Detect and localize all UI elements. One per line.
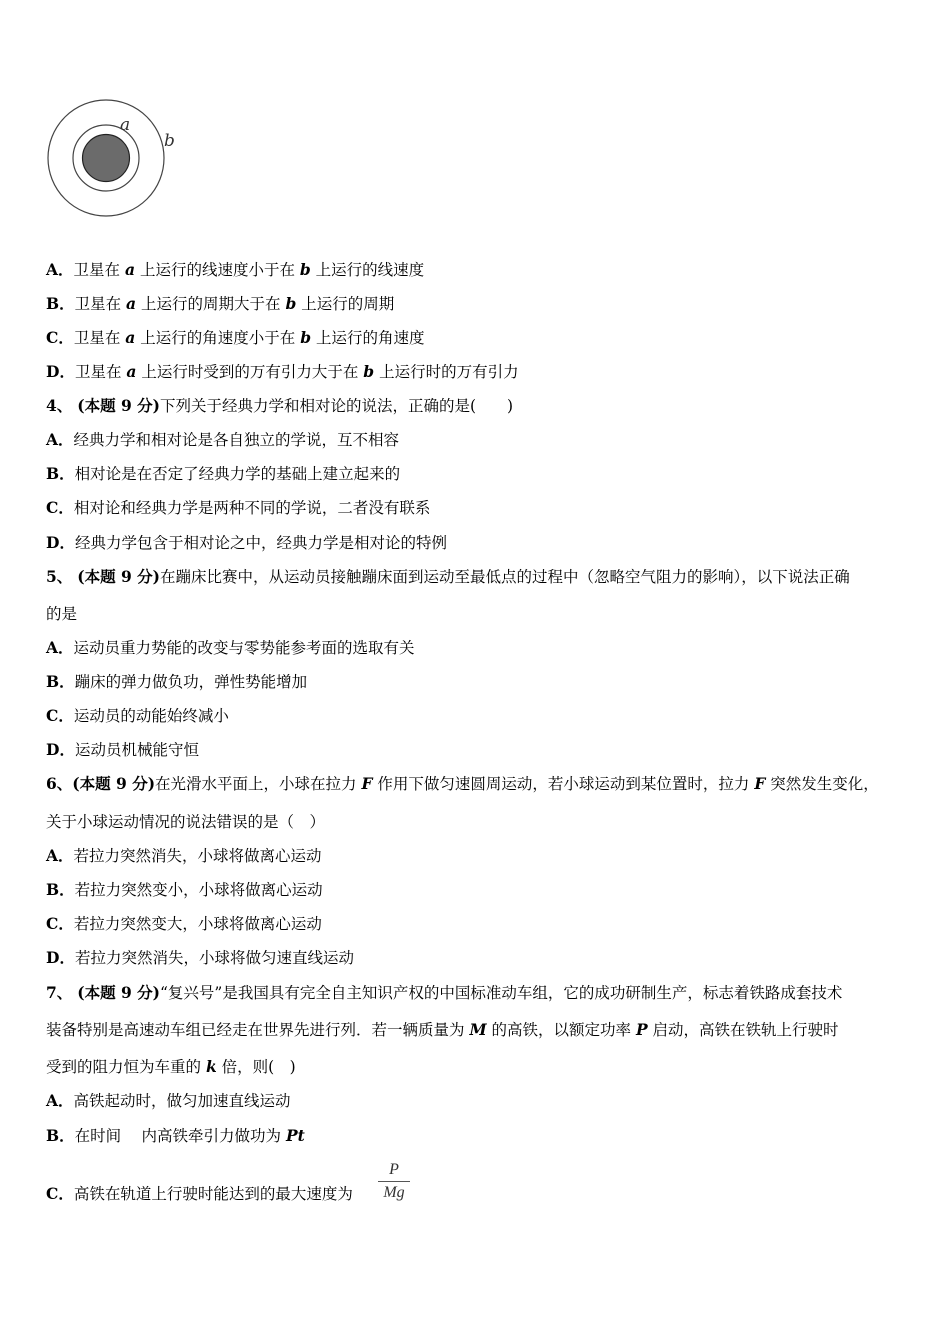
q7-option-a: A．高铁起动时，做匀加速直线运动 (46, 1091, 291, 1110)
q3-option-c: C．卫星在 a 上运行的角速度小于在 b 上运行的角速度 (46, 328, 425, 347)
q6-stem: 6、(本题 9 分)在光滑水平面上，小球在拉力 F 作用下做匀速圆周运动，若小球运动到某位置时，拉力 F 突然发生变化， (46, 774, 879, 793)
q7-stem-cont-1: 装备特别是高速动车组已经走在世界先进行列．若一辆质量为 M 的高铁，以额定功率 P 启动，高铁在铁轨上行驶时 (46, 1020, 839, 1039)
q6-option-b: B．若拉力突然变小，小球将做离心运动 (46, 880, 323, 899)
fraction-denominator: Mg (383, 1184, 405, 1201)
q6-option-c: C．若拉力突然变大，小球将做离心运动 (46, 914, 322, 933)
q5-option-c: C．运动员的动能始终减小 (46, 706, 229, 725)
q3-option-a: A．卫星在 a 上运行的线速度小于在 b 上运行的线速度 (46, 260, 425, 279)
q7-option-b: B．在时间 内高铁牵引力做功为 Pt (46, 1126, 305, 1145)
q4-stem: 4、 (本题 9 分)下列关于经典力学和相对论的说法，正确的是( ) (46, 396, 514, 415)
q4-option-b: B．相对论是在否定了经典力学的基础上建立起来的 (46, 464, 401, 483)
max-speed-fraction (378, 1160, 410, 1203)
fraction-numerator: P (389, 1161, 399, 1178)
q4-option-d: D．经典力学包含于相对论之中，经典力学是相对论的特例 (46, 533, 447, 552)
orbit-a-label: a (120, 115, 131, 135)
q4-option-c: C．相对论和经典力学是两种不同的学说，二者没有联系 (46, 498, 431, 517)
q5-stem-cont: 的是 (46, 605, 78, 623)
orbit-b-label: b (164, 131, 175, 151)
orbit-diagram (40, 92, 190, 224)
q4-option-a: A．经典力学和相对论是各自独立的学说，互不相容 (46, 430, 400, 449)
planet (83, 135, 130, 182)
q7-stem-cont-2: 受到的阻力恒为车重的 k 倍，则( ) (46, 1057, 296, 1076)
q5-stem: 5、 (本题 9 分)在蹦床比赛中，从运动员接触蹦床面到运动至最低点的过程中（忽略空气阻力的影响），以下说法正确 (46, 567, 850, 586)
fraction-bar (378, 1181, 410, 1182)
q5-option-d: D．运动员机械能守恒 (46, 740, 199, 759)
q7-stem: 7、 (本题 9 分)“复兴号”是我国具有完全自主知识产权的中国标准动车组，它的成功研制生产，标志着铁路成套技术 (46, 983, 843, 1002)
q3-option-d: D．卫星在 a 上运行时受到的万有引力大于在 b 上运行时的万有引力 (46, 362, 519, 381)
q6-option-a: A．若拉力突然消失，小球将做离心运动 (46, 846, 322, 865)
q6-option-d: D．若拉力突然消失，小球将做匀速直线运动 (46, 948, 354, 967)
q5-option-a: A．运动员重力势能的改变与零势能参考面的选取有关 (46, 638, 415, 657)
q3-option-b: B．卫星在 a 上运行的周期大于在 b 上运行的周期 (46, 294, 395, 313)
q6-stem-cont: 关于小球运动情况的说法错误的是（ ） (46, 813, 326, 831)
q7-option-c: C．高铁在轨道上行驶时能达到的最大速度为 (46, 1184, 353, 1203)
q5-option-b: B．蹦床的弹力做负功，弹性势能增加 (46, 672, 308, 691)
